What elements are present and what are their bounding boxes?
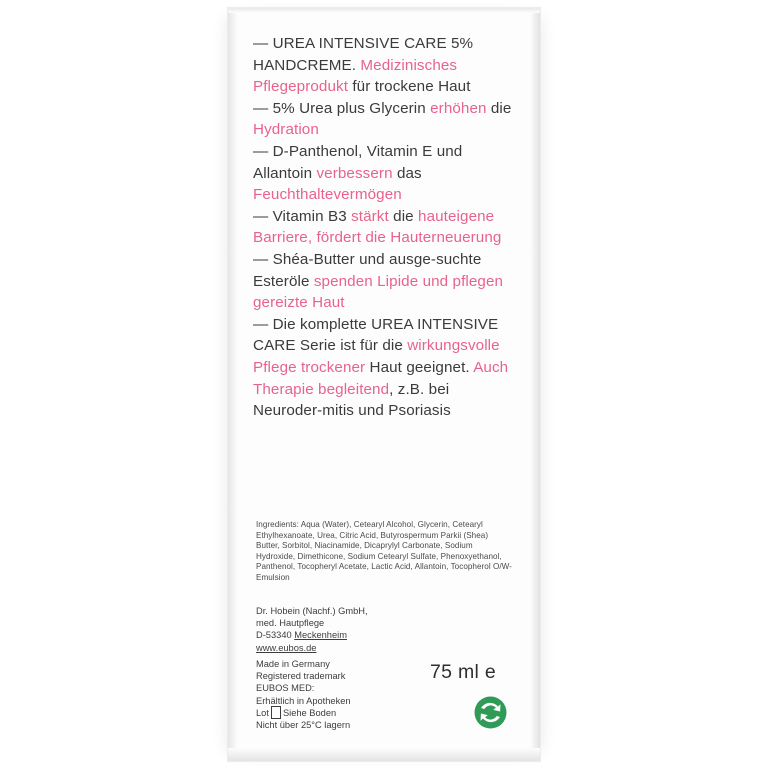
green-point-recycling-icon [474, 696, 507, 729]
claim-item [253, 141, 515, 206]
claim-item [253, 249, 515, 314]
jar-icon [271, 709, 281, 719]
claim-highlight: stärkt [351, 207, 389, 225]
claim-item [253, 98, 515, 141]
claim-highlight: Auch Therapie begleitend [253, 358, 509, 398]
storage-label: Nicht über 25°C lagern [256, 720, 351, 731]
legal-info-block [256, 658, 436, 731]
claim-highlight: wirkungsvolle Pflege trockener [253, 337, 500, 376]
claim-highlight: hauteigene Barriere, fördert die Hauterneuerung [253, 207, 502, 247]
trademark-label: Registered trademark [256, 671, 346, 682]
lot-suffix: Siehe Boden [282, 707, 337, 718]
claim-highlight: spenden Lipide und pflegen gereizte Haut [253, 272, 504, 312]
claim-text: — Die komplette UREA INTENSIVE CARE Serie ist für die [253, 315, 499, 355]
lot-prefix: Lot [256, 707, 269, 718]
claim-text: — UREA INTENSIVE CARE 5% HANDCREME. [253, 35, 474, 74]
claim-item [253, 206, 515, 249]
claim-text: — Vitamin B3 [253, 207, 352, 225]
manufacturer-address [256, 605, 496, 654]
claim-text: Haut geeignet. [365, 358, 474, 376]
claim-highlight: erhöhen [430, 99, 487, 117]
claim-text: — D-Panthenol, Vitamin E und Allantoin [253, 142, 463, 182]
claim-text: das [392, 164, 422, 182]
claim-item [253, 314, 515, 422]
address-city-prefix: D-53340 [256, 630, 295, 641]
claim-text: die [388, 207, 419, 225]
availability-label: Erhältlich in Apotheken [256, 695, 351, 706]
brand-label: EUBOS MED: [256, 683, 315, 694]
claim-highlight: Hydration [253, 121, 319, 139]
claim-highlight: Feuchthaltevermögen [253, 186, 402, 204]
claim-text: — 5% Urea plus Glycerin [253, 99, 431, 117]
claim-text: die [486, 99, 512, 117]
made-in-label: Made in Germany [256, 659, 330, 669]
address-line-2: med. Hautpflege [256, 618, 325, 629]
address-line-3 [256, 629, 496, 641]
claim-highlight: verbessern [316, 164, 393, 182]
lot-line [256, 707, 436, 719]
carton-left-edge [228, 8, 237, 761]
carton-top-edge [228, 8, 540, 13]
claim-text: , z.B. bei Neuroder-mitis und Psoriasis [253, 380, 451, 420]
address-line-1: Dr. Hobein (Nachf.) GmbH, [256, 606, 368, 616]
ingredients-list: Ingredients: Aqua (Water), Cetearyl Alcohol, Glycerin, Cetearyl Ethylhexanoate, Urea, Citric Acid, Butyrospermum Parkii (Shea) Butter, Sorbitol, Niacinamide, Dicaprylyl Carbonate, Sodium Hydroxide, Dimethicone, Sodium Cetearyl Sulfate, Phenoxyethanol, Panthenol, Tocopheryl Acetate, Lactic Acid, Allantoin, Tocopherol O/W-Emulsion [256, 520, 512, 582]
claim-item [253, 33, 515, 98]
claim-highlight: Medizinisches Pflegeprodukt [253, 56, 458, 96]
website-url: www.eubos.de [256, 642, 317, 653]
claim-text: für trockene Haut [348, 78, 471, 96]
claim-text: — Shéa-Butter und ausge-suchte Esteröle [253, 250, 482, 290]
product-claims-block [253, 33, 515, 422]
address-city: Meckenheim [294, 630, 347, 641]
carton-right-edge [531, 8, 540, 761]
carton-bottom-edge [228, 748, 540, 761]
net-volume: 75 ml e [430, 661, 497, 683]
